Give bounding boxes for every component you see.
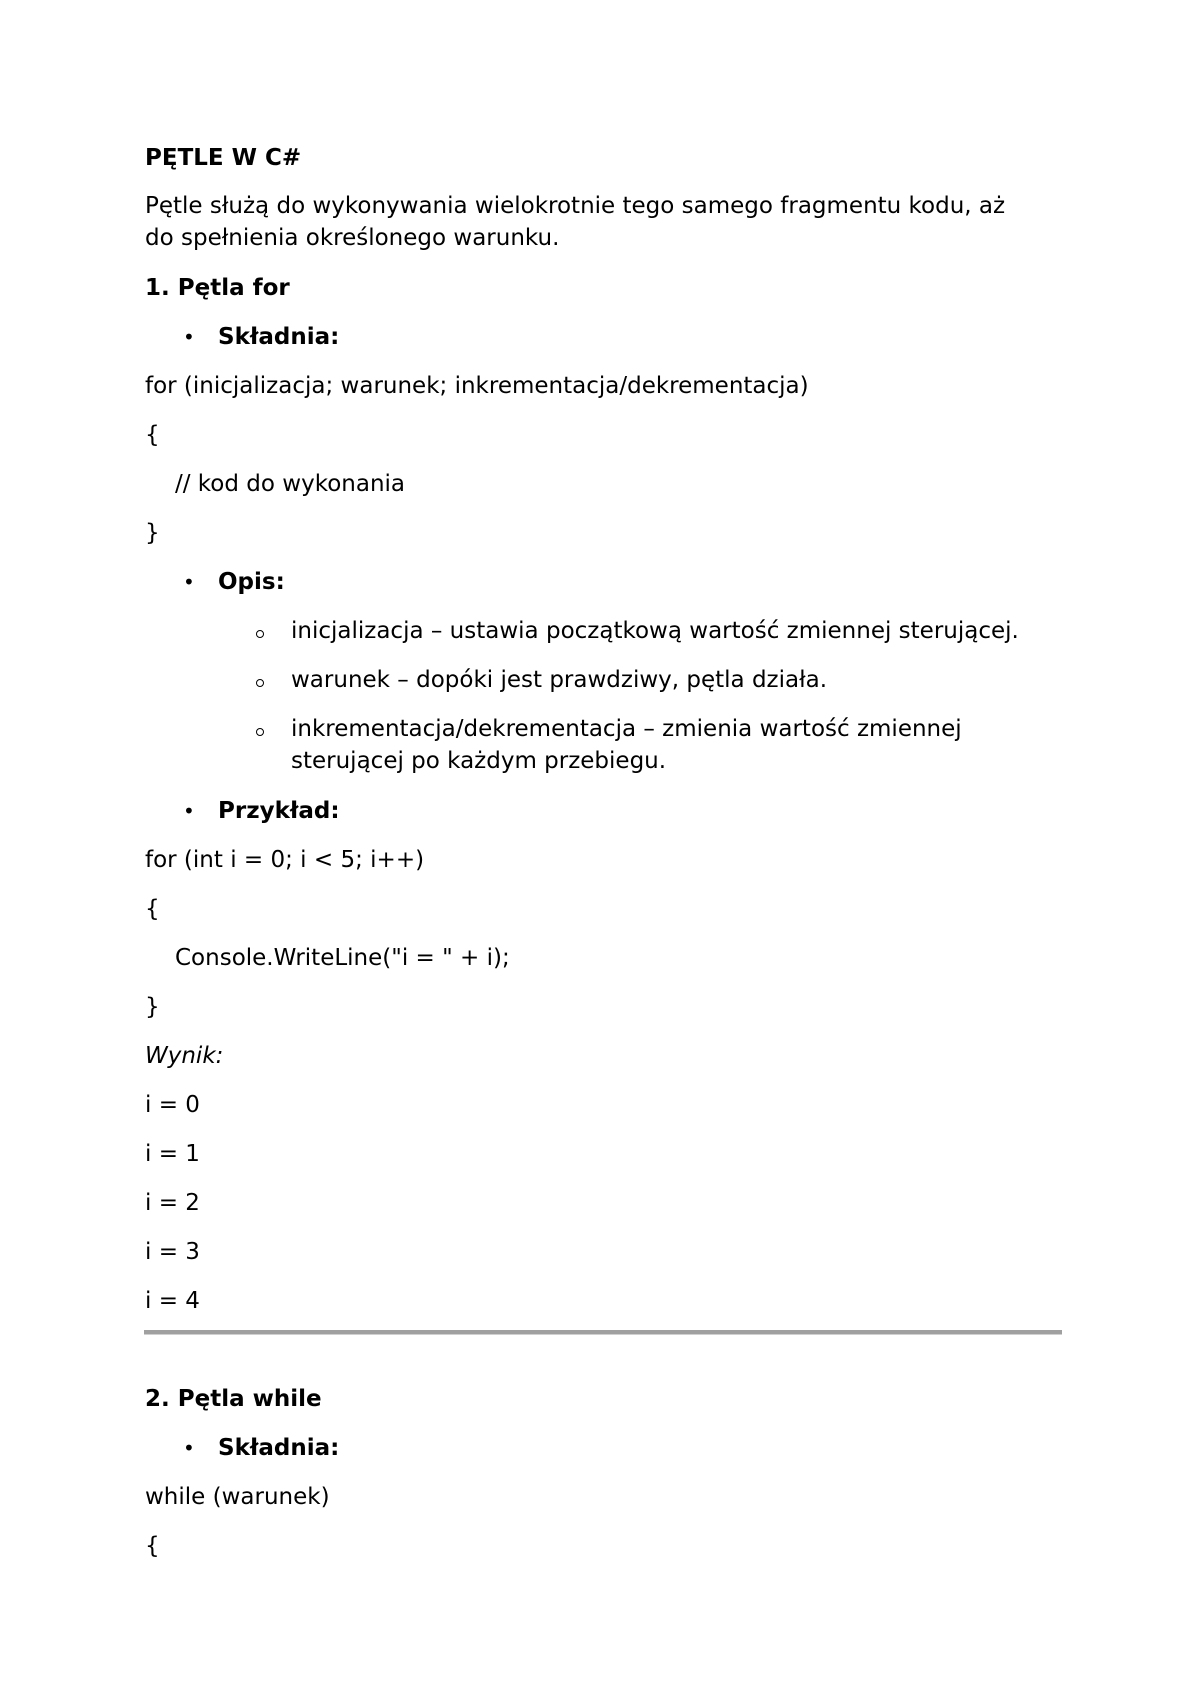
bullet-icon: •	[183, 570, 195, 594]
bullet-icon: •	[183, 1436, 195, 1460]
example-code-line: Console.WriteLine("i = " + i);	[175, 945, 510, 971]
section2-syntax-code-line: {	[145, 1533, 160, 1559]
example-code-line: }	[145, 994, 160, 1020]
section2-syntax-code-line: while (warunek)	[145, 1484, 330, 1510]
result-line: i = 0	[145, 1092, 200, 1118]
description-item: warunek – dopóki jest prawdziwy, pętla działa.	[291, 667, 828, 693]
description-item: inicjalizacja – ustawia początkową wartość zmiennej sterującej.	[291, 618, 1019, 644]
bullet-icon: •	[183, 799, 195, 823]
section1-syntax-label: Składnia:	[218, 324, 340, 350]
section2-syntax-label: Składnia:	[218, 1435, 340, 1461]
result-line: i = 1	[145, 1141, 200, 1167]
description-item: inkrementacja/dekrementacja – zmienia wartość zmiennej	[291, 716, 962, 742]
result-line: i = 2	[145, 1190, 200, 1216]
example-code-line: {	[145, 896, 160, 922]
section1-syntax-code-line: {	[145, 422, 160, 448]
result-line: i = 3	[145, 1239, 200, 1265]
intro-line-2: do spełnienia określonego warunku.	[145, 225, 560, 251]
section1-syntax-code-line: }	[145, 520, 160, 546]
intro-line-1: Pętle służą do wykonywania wielokrotnie tego samego fragmentu kodu, aż	[145, 193, 1006, 219]
horizontal-divider	[144, 1330, 1062, 1335]
section1-heading: 1. Pętla for	[145, 275, 290, 301]
description-item-continuation: sterującej po każdym przebiegu.	[291, 748, 667, 774]
document-title: PĘTLE W C#	[145, 145, 302, 171]
section1-description-label: Opis:	[218, 569, 285, 595]
sub-bullet-circle-icon	[256, 630, 264, 638]
sub-bullet-circle-icon	[256, 679, 264, 687]
sub-bullet-circle-icon	[256, 728, 264, 736]
section2-heading: 2. Pętla while	[145, 1386, 322, 1412]
section1-example-label: Przykład:	[218, 798, 340, 824]
result-label: Wynik:	[145, 1043, 224, 1069]
result-line: i = 4	[145, 1288, 200, 1314]
bullet-icon: •	[183, 325, 195, 349]
example-code-line: for (int i = 0; i < 5; i++)	[145, 847, 425, 873]
section1-syntax-code-line: // kod do wykonania	[175, 471, 405, 497]
section1-syntax-code-line: for (inicjalizacja; warunek; inkrementacja/dekrementacja)	[145, 373, 809, 399]
